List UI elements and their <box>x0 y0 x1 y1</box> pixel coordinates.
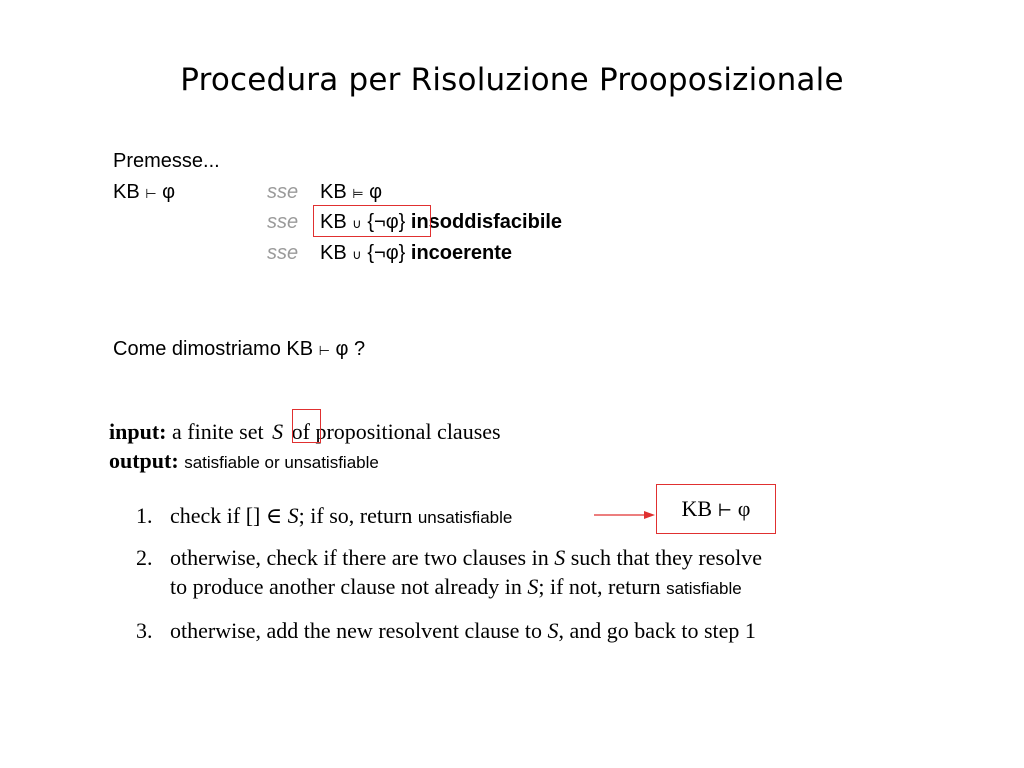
question-prefix: Come dimostriamo KB <box>113 338 314 360</box>
step-2-number: 2. <box>136 545 153 570</box>
derive-symbol: ⊢ <box>145 186 157 201</box>
premise-line-1 <box>320 180 382 206</box>
union-symbol: ∪ <box>352 216 362 231</box>
step-2-word: satisfiable <box>666 579 742 598</box>
premise-phi: φ <box>162 181 176 203</box>
premise-line-3-expr: {¬φ} <box>367 242 406 264</box>
premise-kb-derives-phi <box>113 180 175 206</box>
step-1-text-a: check if [] ∈ <box>170 503 283 528</box>
premises-heading: Premesse... <box>113 150 220 172</box>
sse-label-2: sse <box>267 211 299 233</box>
derive-symbol: ⊢ <box>318 343 330 358</box>
input-text-before: a finite set <box>171 419 264 444</box>
step-3-number: 3. <box>136 618 153 643</box>
step-2-text-a: otherwise, check if there are two clauses in <box>170 545 549 570</box>
step-2-text-d: ; if not, return <box>538 574 661 599</box>
highlight-box-set-s <box>292 409 321 443</box>
step-2-line-1 <box>170 545 762 571</box>
step-3-text-a: otherwise, add the new resolvent clause to <box>170 618 543 643</box>
premise-line-1-kb: KB <box>320 181 347 203</box>
callout-kb-derives-phi <box>656 484 776 534</box>
step-3-var: S <box>547 618 559 643</box>
arrow-right-icon <box>594 505 658 525</box>
union-symbol: ∪ <box>352 247 362 262</box>
step-1-text-b: ; if so, return <box>298 503 413 528</box>
step-1-word: unsatisfiable <box>417 508 513 527</box>
premise-line-3 <box>320 241 512 267</box>
step-2-var-2: S <box>527 574 539 599</box>
premise-line-1-expr: φ <box>369 181 383 203</box>
step-1-var: S <box>287 503 299 528</box>
algorithm-output <box>109 448 379 476</box>
step-1 <box>170 503 512 531</box>
premise-kb: KB <box>113 181 140 203</box>
callout-kb: KB <box>681 496 713 521</box>
step-2-text-b: such that they resolve <box>570 545 762 570</box>
premise-line-2-kb: KB <box>320 211 347 233</box>
step-3 <box>170 618 756 644</box>
premise-line-3-suffix: incoerente <box>410 242 513 264</box>
output-label: output: <box>109 448 179 473</box>
step-3-text-b: , and go back to step 1 <box>558 618 756 643</box>
step-1-number: 1. <box>136 503 153 528</box>
input-label: input: <box>109 419 167 444</box>
input-text-after: of propositional clauses <box>291 419 501 444</box>
sse-label-3: sse <box>267 242 299 264</box>
derive-symbol: ⊢ <box>717 501 733 520</box>
entails-symbol: ⊨ <box>352 186 364 201</box>
slide-title: Procedura per Risoluzione Prooposizionale <box>180 62 844 98</box>
sse-label-1: sse <box>267 181 299 203</box>
output-text: satisfiable or unsatisfiable <box>184 453 379 472</box>
premise-line-2-suffix: insoddisfacibile <box>410 211 563 233</box>
step-2-text-c: to produce another clause not already in <box>170 574 522 599</box>
premise-line-2-expr: {¬φ} <box>367 211 406 233</box>
step-2-var: S <box>554 545 566 570</box>
callout-phi: φ <box>737 496 751 521</box>
step-2-line-2 <box>170 574 742 602</box>
premise-line-3-kb: KB <box>320 242 347 264</box>
highlight-box-kb-union <box>313 205 431 237</box>
input-var: S <box>272 419 284 444</box>
question-suffix: φ ? <box>335 338 366 360</box>
question <box>113 337 365 363</box>
